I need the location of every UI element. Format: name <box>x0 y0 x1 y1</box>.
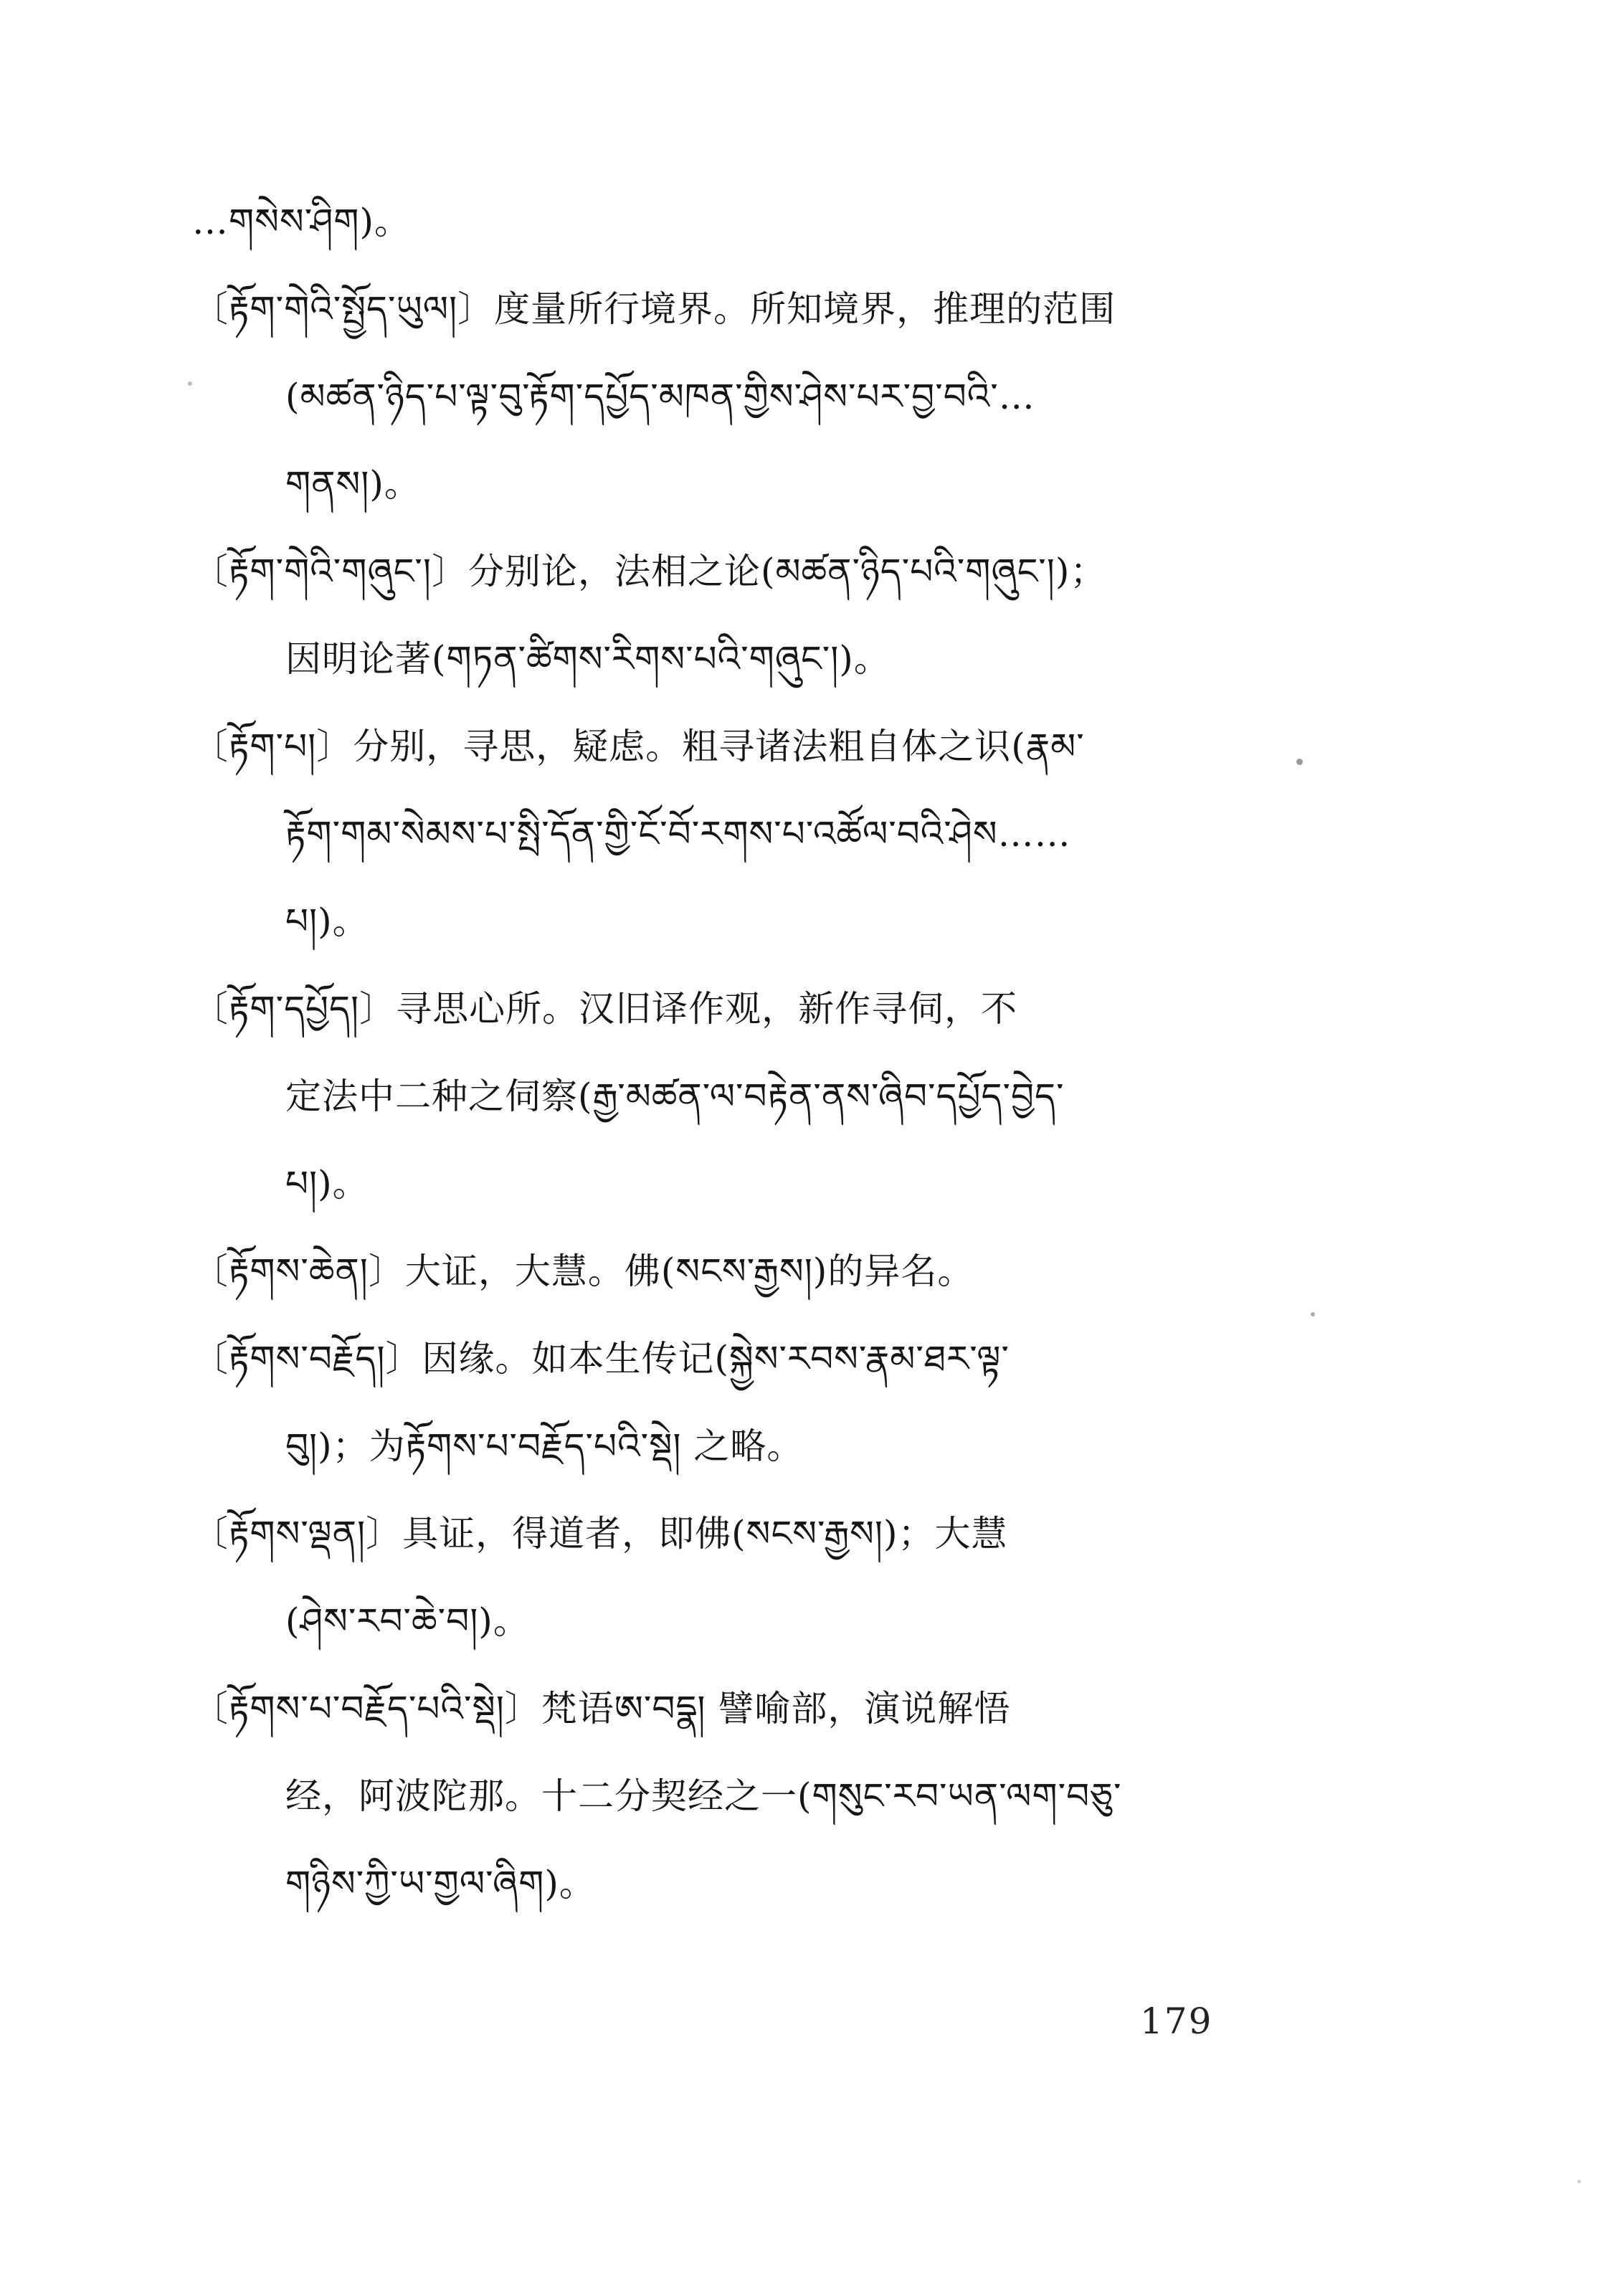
entry-line: 〔རྟོག་གེའི་གཞུང་།〕分别论，法相之论(མཚན་ཉིད་པའི་གཞུང་།)； <box>192 551 1107 592</box>
entry-rtogs-ldan <box>192 1490 1275 1665</box>
entry-line: རྟོག་གམ་སེམས་པ་སྤི་དོན་གྱི་ངོ་བོ་རགས་པ་འཚོལ་བའི་ཤེས…… <box>285 813 1071 855</box>
entry-continuation <box>192 178 1275 265</box>
entry-rtogs-pa-brjod-pai-sde <box>192 1665 1275 1927</box>
entry-rtog-pa <box>192 703 1275 965</box>
entry-line: བུ།)；为རྟོགས་པ་བརྗོད་པའི་སྡེ། 之略。 <box>285 1425 804 1467</box>
entry-line: (མཚན་ཉིད་པ་ལྟ་བུ་རྟོག་དཔྱོད་མཁན་གྱིས་ཤེས་པར་བྱ་བའི་… <box>285 376 1035 417</box>
entry-line: 〔རྟོག་པ།〕分别，寻思，疑虑。粗寻诸法粗自体之识(རྣམ་ <box>192 726 1085 767</box>
scan-speck <box>1577 2180 1581 2183</box>
entry-line: 〔རྟོགས་ལྡན།〕具证，得道者，即佛(སངས་རྒྱས།)；大慧 <box>192 1513 1008 1554</box>
entry-rtogs-chen <box>192 1228 1275 1315</box>
scan-speck <box>188 381 192 386</box>
entry-line: 〔རྟོག་དཔྱོད།〕寻思心所。汉旧译作观，新作寻伺，不 <box>192 988 1018 1030</box>
scan-speck <box>1296 759 1303 765</box>
entry-rtog-gei-spyod-yul <box>192 265 1275 528</box>
entry-line: 〔རྟོགས་པ་བརྗོད་པའི་སྡེ།〕梵语ཨ་བདྣ། 譬喻部，演说解悟 <box>192 1688 1011 1729</box>
entry-line: 〔རྟོགས་བརྗོད།〕因缘。如本生传记(སྐྱེས་རབས་རྣམ་ཐར་ལྟ་ <box>192 1338 1010 1380</box>
entry-line: …གསེས་ཤིག)。 <box>192 201 412 242</box>
entry-line: (ཤེས་རབ་ཆེ་བ།)。 <box>285 1600 530 1642</box>
entry-line: 因明论著(གཏན་ཚིགས་རིགས་པའི་གཞུང་།)。 <box>285 638 891 680</box>
entry-line: 经，阿波陀那。十二分契经之一(གསུང་རབ་ཡན་ལག་བཅུ་ <box>285 1775 1122 1817</box>
page-number: 179 <box>1140 2000 1213 2042</box>
entry-line: གཉིས་ཀྱི་ཡ་གྱལ་ཞིག)。 <box>285 1863 596 1904</box>
entry-line: གནས།)。 <box>285 463 421 505</box>
entry-line: 〔རྟོག་གེའི་སྤྱོད་ཡུལ།〕度量所行境界。所知境界，推理的范围 <box>192 288 1116 330</box>
entry-line: 定法中二种之伺察(རྒྱ་མཚན་ལ་བརྟེན་ནས་ཞིབ་དཔྱོད་བྱེད་ <box>285 1076 1065 1117</box>
entry-rtogs-brjod <box>192 1315 1275 1490</box>
entry-list <box>192 178 1275 1927</box>
entry-line: པ།)。 <box>285 901 369 942</box>
entry-rtog-dpyod <box>192 965 1275 1228</box>
entry-rtog-gei-gzhung <box>192 528 1275 703</box>
entry-line: 〔རྟོགས་ཆེན།〕大证，大慧。佛(སངས་རྒྱས།)的异名。 <box>192 1250 974 1292</box>
entry-line: པ།)。 <box>285 1163 369 1205</box>
scan-speck <box>1311 1312 1315 1316</box>
